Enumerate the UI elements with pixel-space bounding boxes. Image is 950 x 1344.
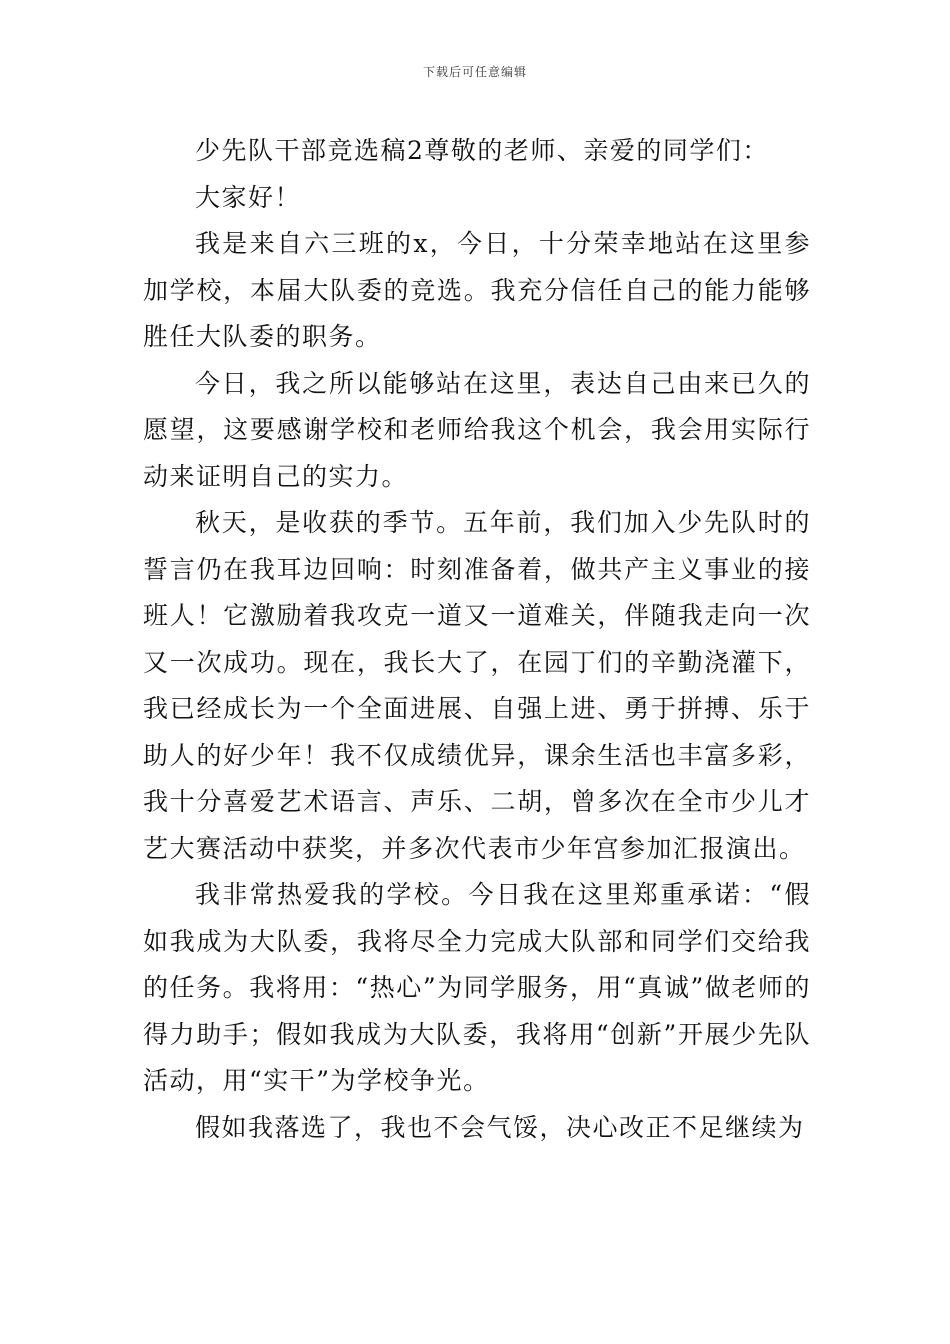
paragraph-gratitude: 今日，我之所以能够站在这里，表达自己由来已久的愿望，这要感谢学校和老师给我这个机会，我会用实际行动来证明自己的实力。	[143, 368, 811, 491]
paragraph-if-not-elected: 假如我落选了，我也不会气馁，决心改正不足继续为	[195, 1112, 805, 1142]
paragraph-hello: 大家好！	[195, 182, 302, 212]
paragraph-introduction: 我是来自六三班的x，今日，十分荣幸地站在这里参加学校，本届大队委的竞选。我充分信任自己的能力能够胜任大队委的职务。	[143, 229, 811, 351]
paragraph-promise: 我非常热爱我的学校。今日我在这里郑重承诺：“假如我成为大队委，我将尽全力完成大队部和同学们交给我的任务。我将用：“热心”为同学服务，用“真诚”做老师的得力助手；假如我成为大队委，我将用“创新”开展少先队活动，用“实干”为学校争光。	[143, 880, 811, 1095]
paragraph-achievements: 秋天，是收获的季节。五年前，我们加入少先队时的誓言仍在我耳边回响：时刻准备着，做共产主义事业的接班人！它激励着我攻克一道又一道难关，伴随我走向一次又一次成功。现在，我长大了，在园丁们的辛勤浇灌下，我已经成长为一个全面进展、自强上进、勇于拼搏、乐于助人的好少年！我不仅成绩优异，课余生活也丰富多彩，我十分喜爱艺术语言、声乐、二胡，曾多次在全市少儿才艺大赛活动中获奖，并多次代表市少年宫参加汇报演出。	[143, 508, 811, 863]
document-body	[143, 128, 811, 1151]
paragraph-title-greeting: 少先队干部竞选稿2尊敬的老师、亲爱的同学们：	[195, 136, 769, 165]
page-header-note: 下载后可任意编辑	[422, 65, 527, 79]
